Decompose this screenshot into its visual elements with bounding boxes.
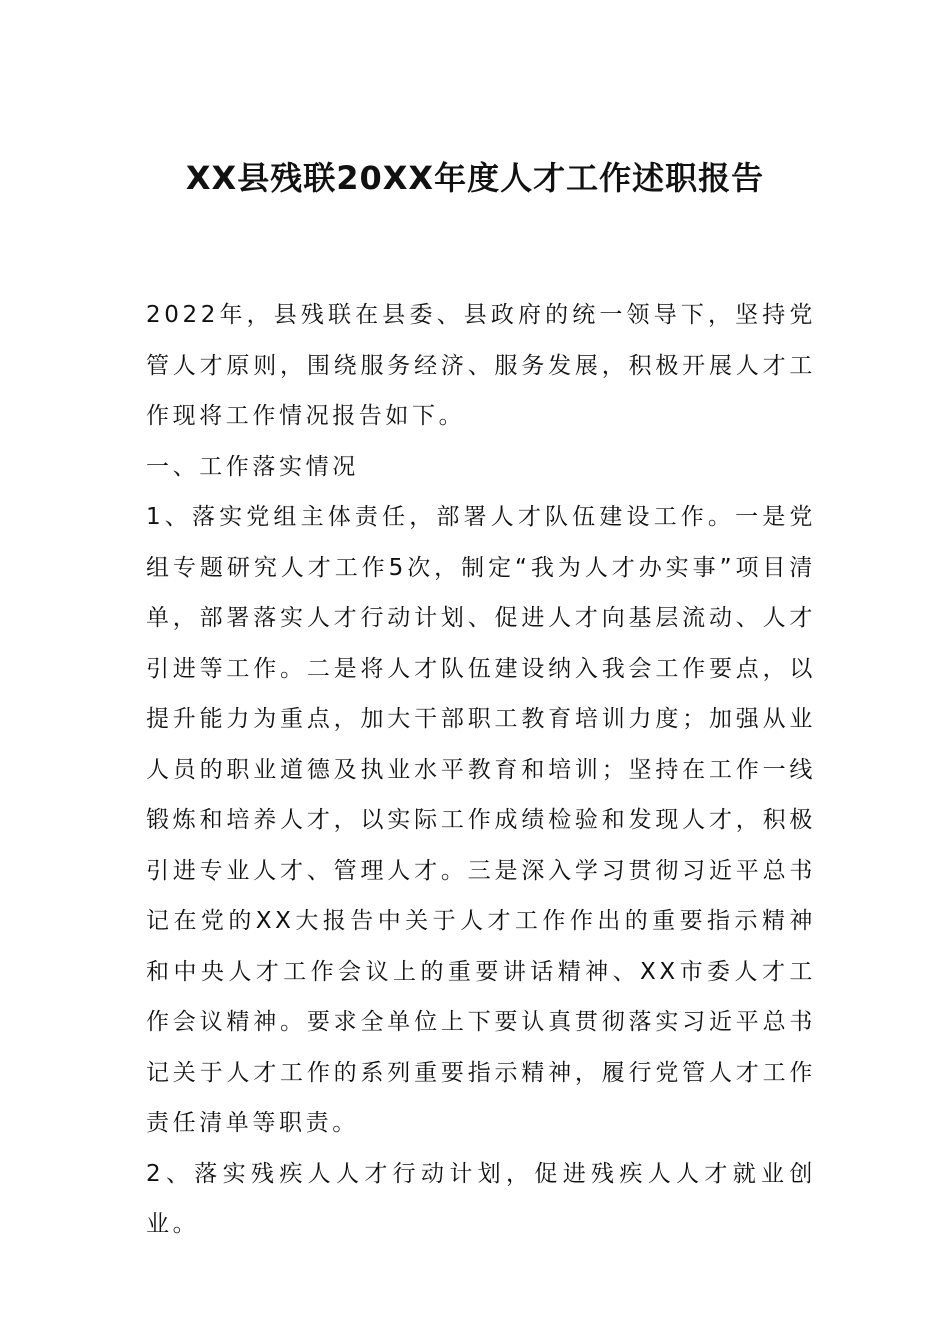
- document-body: [146, 290, 816, 1250]
- section-item-1: 1、落实党组主体责任，部署人才队伍建设工作。一是党组专题研究人才工作5次，制定“我为人才办实事”项目清单，部署落实人才行动计划、促进人才向基层流动、人才引进等工作。二是将人才队伍建设纳入我会工作要点，以提升能力为重点，加大干部职工教育培训力度；加强从业人员的职业道德及执业水平教育和培训；坚持在工作一线锻炼和培养人才，以实际工作成绩检验和发现人才，积极引进专业人才、管理人才。三是深入学习贯彻习近平总书记在党的XX大报告中关于人才工作作出的重要指示精神和中央人才工作会议上的重要讲话精神、XX市委人才工作会议精神。要求全单位上下要认真贯彻落实习近平总书记关于人才工作的系列重要指示精神，履行党管人才工作责任清单等职责。: [146, 504, 816, 1136]
- document-title: XX县残联20XX年度人才工作述职报告: [185, 159, 765, 197]
- section-heading: 一、工作落实情况: [146, 453, 359, 480]
- section-item-2: 2、落实残疾人人才行动计划，促进残疾人人才就业创业。: [146, 1160, 816, 1237]
- intro-paragraph: 2022年，县残联在县委、县政府的统一领导下，坚持党管人才原则，围绕服务经济、服务发展，积极开展人才工作现将工作情况报告如下。: [146, 302, 816, 429]
